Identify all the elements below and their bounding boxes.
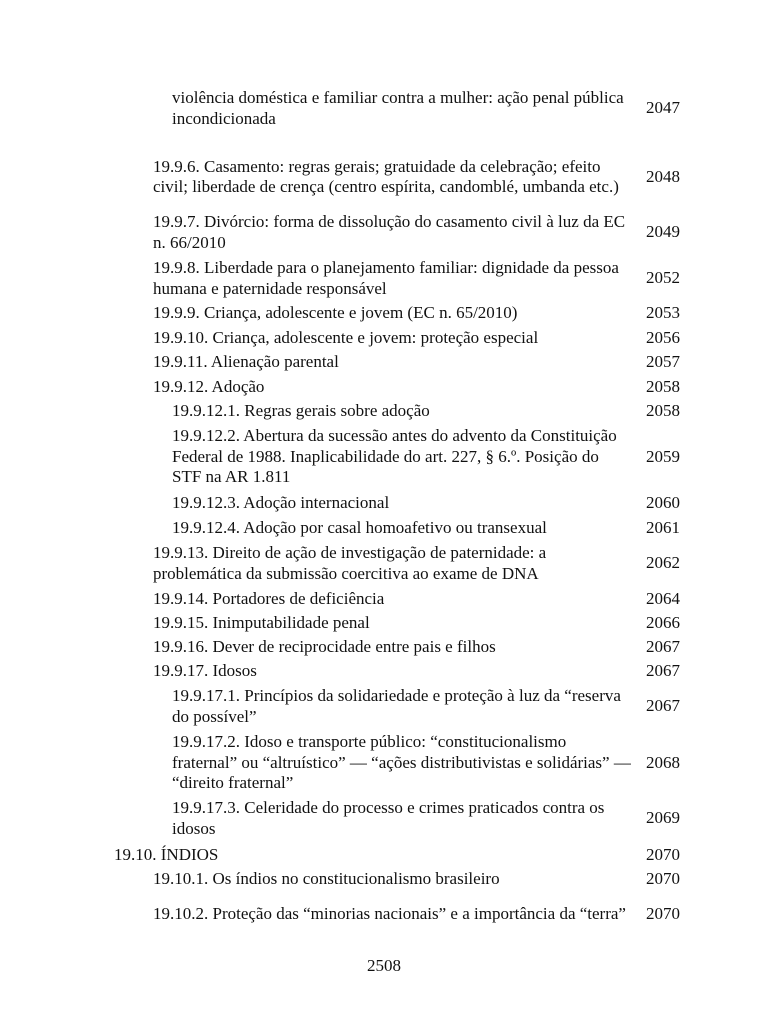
- toc-entry: [153, 661, 680, 682]
- toc-entry-page: 2058: [646, 377, 680, 397]
- toc-entry: [172, 426, 680, 488]
- toc-entry: [153, 212, 680, 253]
- toc-entry-title: 19.9.7. Divórcio: forma de dissolução do casamento civil à luz da EC n. 66/2010: [153, 212, 626, 252]
- toc-entry: [153, 258, 680, 299]
- toc-entry-title: 19.9.12. Adoção: [153, 377, 265, 397]
- toc-entry-title: 19.9.6. Casamento: regras gerais; gratuidade da celebração; efeito civil; liberdade de crença (centro espírita, candomblé, umbanda etc.): [153, 156, 619, 196]
- toc-entry: [153, 377, 680, 398]
- toc-entry-page: 2049: [646, 222, 680, 242]
- toc-entry: [172, 493, 680, 514]
- toc-entry-title: 19.9.17.1. Princípios da solidariedade e proteção à luz da “reserva do possível”: [172, 686, 621, 726]
- toc-entry-page: 2060: [646, 493, 680, 513]
- toc-entry-title: 19.9.13. Direito de ação de investigação de paternidade: a problemática da submissão coercitiva ao exame de DNA: [153, 543, 547, 583]
- toc-entry: [172, 401, 680, 422]
- toc-entry-page: 2070: [646, 869, 680, 889]
- toc-entry-page: 2062: [646, 553, 680, 573]
- toc-entry: [153, 637, 680, 658]
- toc-entry-title: 19.9.11. Alienação parental: [153, 352, 339, 372]
- page-number: 2508: [367, 956, 401, 975]
- toc-entry-title: 19.9.10. Criança, adolescente e jovem: proteção especial: [153, 328, 539, 348]
- toc-entry: [153, 352, 680, 373]
- toc-entry: [153, 894, 680, 935]
- toc-entry-page: 2070: [646, 845, 680, 865]
- toc-entry-page: 2056: [646, 328, 680, 348]
- toc-entry: [153, 613, 680, 634]
- toc-entry: [153, 328, 680, 349]
- toc-entry-page: 2067: [646, 637, 680, 657]
- toc-entry: [153, 869, 680, 890]
- toc-entry: [153, 146, 680, 208]
- toc-entry-title: 19.9.12.1. Regras gerais sobre adoção: [172, 401, 430, 421]
- toc-entry-title: 19.9.17.3. Celeridade do processo e crimes praticados contra os idosos: [172, 798, 605, 838]
- toc-entry: [172, 88, 680, 129]
- toc-entry: [172, 798, 680, 839]
- toc-entry: [172, 518, 680, 539]
- toc-entry-page: 2067: [646, 696, 680, 716]
- toc-entry-title: 19.9.17.2. Idoso e transporte público: “constitucionalismo fraternal” ou “altruístico” — “ações distributivistas e solidárias” — “direito fraternal”: [172, 732, 631, 793]
- toc-entry-title: 19.10. ÍNDIOS: [114, 845, 219, 865]
- toc-entry-page: 2066: [646, 613, 680, 633]
- toc-entry: [153, 589, 680, 610]
- toc-entry-page: 2052: [646, 268, 680, 288]
- toc-entry: [153, 303, 680, 324]
- toc-entry-title: 19.9.15. Inimputabilidade penal: [153, 613, 370, 633]
- toc-entry: [172, 732, 680, 794]
- toc-entry-page: 2067: [646, 661, 680, 681]
- toc-entry-page: 2061: [646, 518, 680, 538]
- toc-entry-page: 2064: [646, 589, 680, 609]
- toc-entry-page: 2069: [646, 808, 680, 828]
- toc-entry-page: 2057: [646, 352, 680, 372]
- toc-entry-page: 2068: [646, 752, 680, 772]
- toc-entry: [172, 686, 680, 727]
- toc-entry-page: 2053: [646, 303, 680, 323]
- toc-entry-title: violência doméstica e familiar contra a mulher: ação penal pública incondicionada: [172, 88, 624, 128]
- toc-entry-title: 19.9.12.3. Adoção internacional: [172, 493, 390, 513]
- toc-entry-title: 19.9.12.4. Adoção por casal homoafetivo ou transexual: [172, 518, 547, 538]
- toc-entry: [153, 543, 680, 584]
- toc-entry-title: 19.10.2. Proteção das “minorias nacionais” e a importância da “terra”: [153, 904, 626, 924]
- toc-entry-title: 19.9.16. Dever de reciprocidade entre pais e filhos: [153, 637, 496, 657]
- toc-entry-title: 19.10.1. Os índios no constitucionalismo brasileiro: [153, 869, 500, 889]
- toc-entry-title: 19.9.12.2. Abertura da sucessão antes do advento da Constituição Federal de 1988. Inaplicabilidade do art. 227, § 6.º. Posição do STF na AR 1.811: [172, 426, 617, 487]
- toc-entry-page: 2070: [646, 904, 680, 924]
- toc-entry-page: 2059: [646, 446, 680, 466]
- toc-entry-page: 2047: [646, 98, 680, 118]
- toc-entry-title: 19.9.8. Liberdade para o planejamento familiar: dignidade da pessoa humana e paternidade responsável: [153, 258, 619, 298]
- toc-entry-title: 19.9.14. Portadores de deficiência: [153, 589, 385, 609]
- toc-entry-title: 19.9.9. Criança, adolescente e jovem (EC n. 65/2010): [153, 303, 518, 323]
- toc-entry-title: 19.9.17. Idosos: [153, 661, 257, 681]
- toc-entry: [114, 845, 680, 866]
- toc-entry-page: 2048: [646, 166, 680, 186]
- toc-entry-page: 2058: [646, 401, 680, 421]
